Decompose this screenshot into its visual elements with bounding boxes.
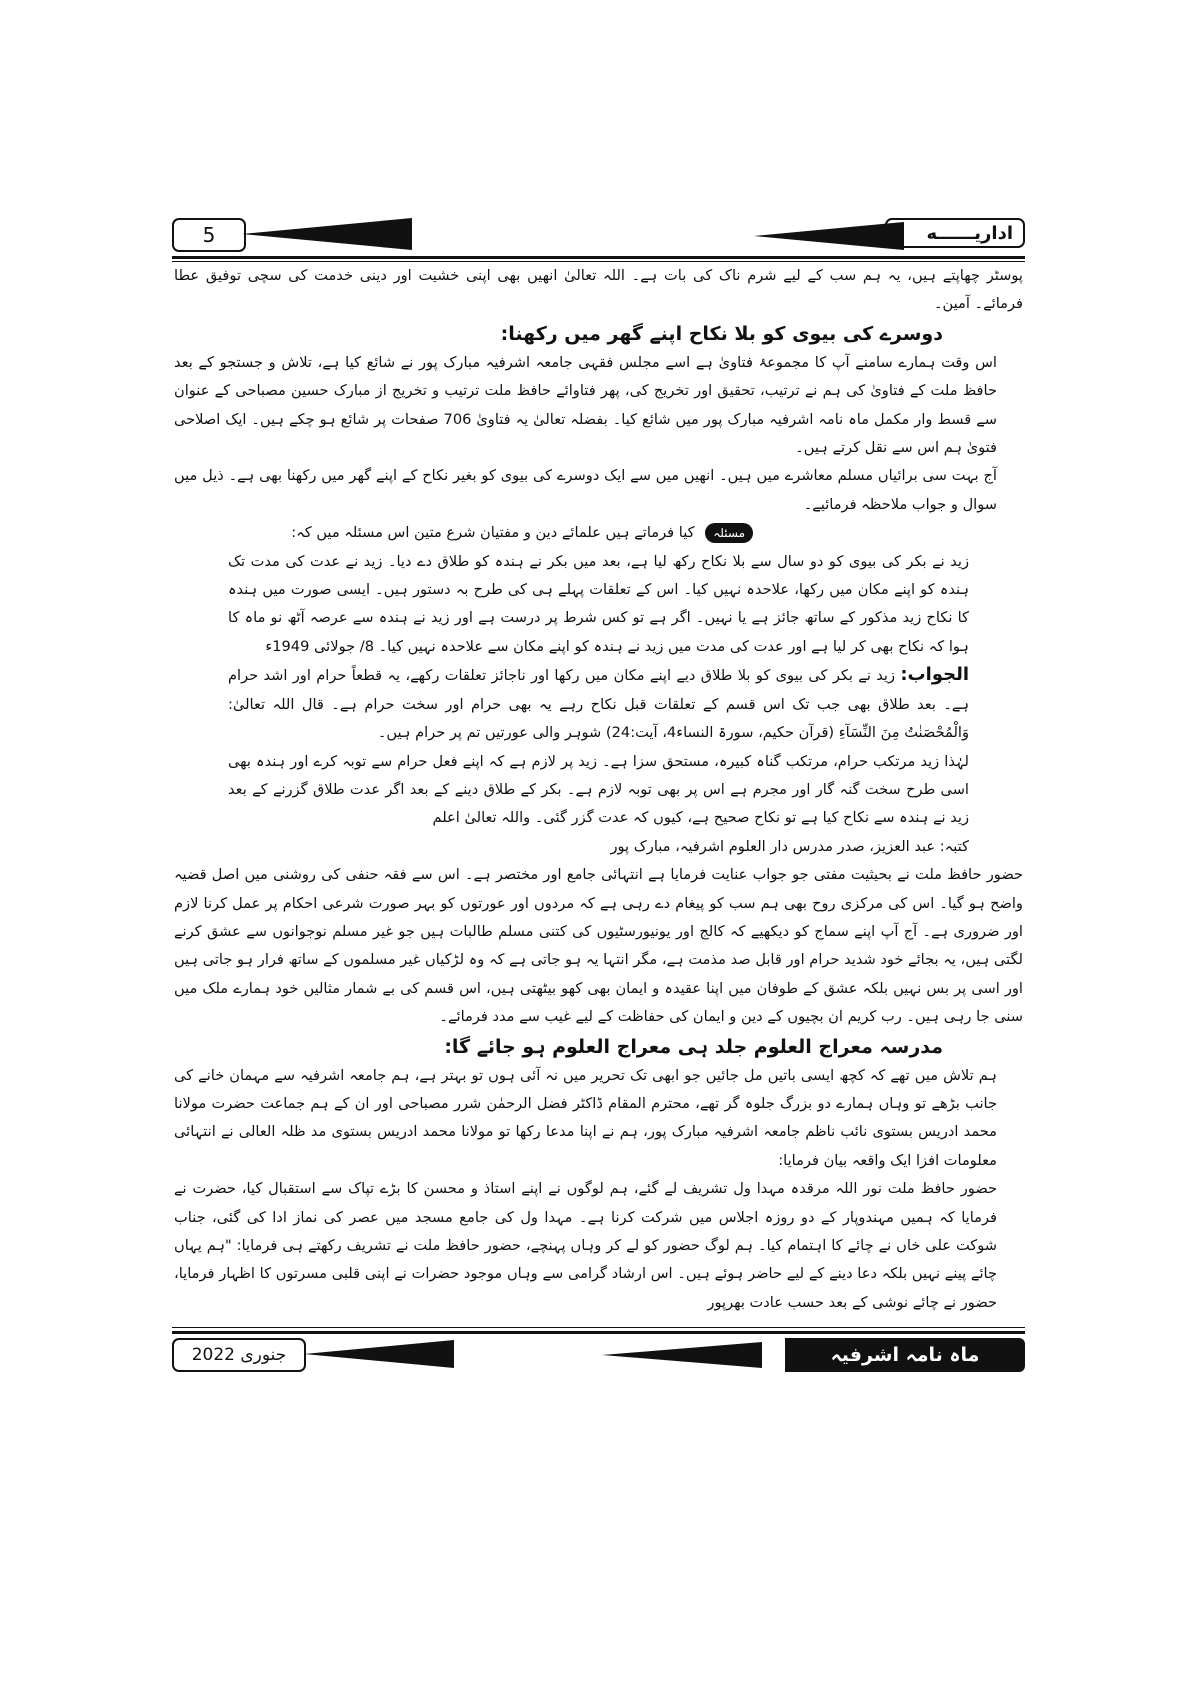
question-badge: مسئلہ — [705, 523, 753, 543]
question-body: زید نے بکر کی بیوی کو دو سال سے بلا نکاح رکھ لیا ہے، بعد میں بکر نے ہندہ کو طلاق دے دیا۔ زید نے عدت کی مدت تک ہندہ کو اپنے مکان میں رکھا، علاحدہ نہیں کیا۔ اس کے تعلقات پہلے ہی کی طرح بہ دستور ہیں۔ ایسی صورت میں ہندہ کا نکاح زید مذکور کے ساتھ جائز ہے یا نہیں۔ اگر ہے تو کس شرط پر درست ہے اور زید نے ہندہ سے عرصہ آٹھ نو ماہ کا ہوا کہ نکاح بھی کر لیا ہے اور عدت کی مدت میں زید نے ہندہ کو اپنے مکان سے علاحدہ نہیں کیا۔ 8/ جولائی 1949ء — [228, 552, 969, 655]
section-heading: دوسرے کی بیوی کو بلا نکاح اپنے گھر میں رکھنا: — [500, 322, 943, 345]
answer-paragraph — [174, 661, 1023, 747]
section-label-box — [885, 218, 1025, 248]
answer-continuation: لہٰذا زید مرتکب حرام، مرتکب گناہ کبیرہ، مستحق سزا ہے۔ زید پر لازم ہے کہ اپنے فعل حرام سے توبہ کرے اور ہندہ بھی اسی طرح سخت گنہ گار اور مجرم ہے اس پر بھی توبہ لازم ہے۔ بکر کے طلاق دینے کے بعد اگر عدت طلاق گزرنے کے بعد زید نے ہندہ سے نکاح کیا ہے تو نکاح صحیح ہے، کیوں کہ عدت گزر گئی۔ واللہ تعالیٰ اعلم — [228, 752, 969, 827]
magazine-brand: ماہ نامہ اشرفیہ — [785, 1338, 1025, 1372]
paragraph: اس وقت ہمارے سامنے آپ کا مجموعۂ فتاویٰ ہے اسے مجلس فقہی جامعہ اشرفیہ مبارک پور نے شائع کیا ہے، تلاش و جستجو کے بعد حافظ ملت کے فتاویٰ کی ہم نے ترتیب، تحقیق اور تخریج کی، پھر فتاوائے حافظ ملت ترتیب و تخریج از مبارک حسین مصباحی کے عنوان سے قسط وار مکمل ماہ نامہ اشرفیہ مبارک پور میں شائع کیا۔ بفضلہ تعالیٰ یہ فتاویٰ 706 صفحات پر شائع ہو چکے ہیں۔ ایک اصلاحی فتویٰ ہم اس سے نقل کرتے ہیں۔ — [174, 353, 997, 457]
section-heading: مدرسہ معراج العلوم جلد ہی معراج العلوم ہو جائے گا: — [444, 1035, 943, 1058]
question-intro-line — [174, 519, 1023, 547]
paragraph: حضور حافظ ملت نے بحیثیت مفتی جو جواب عنایت فرمایا ہے انتہائی جامع اور مختصر ہے۔ اس سے فقہ حنفی کی روشنی میں اصل قضیہ واضح ہو گیا۔ اس کی مرکزی روح بھی ہم سب کو پیغام دے رہی ہے کہ مردوں اور عورتوں کو بہر صورت شرعی احکام پر عمل کرنا لازم اور ضروری ہے۔ آج آپ اپنے سماج کو دیکھیے کہ کالج اور یونیورسٹیوں کی کتنی مسلم طالبات ہیں جو غیر مسلم نوجوانوں سے عشق کرنے لگتی ہیں، یہ بجائے خود شدید حرام اور قابل صد مذمت ہے، مگر انتہا یہ ہو جاتی ہے کہ وہ لڑکیاں غیر مسلموں کے ساتھ فرار ہو جاتی ہیں اور اسی پر بس نہیں بلکہ عشق کے طوفان میں اپنا عقیدہ و ایمان بھی کھو بیٹھتی ہیں، اس قسم کی بے شمار مثالیں خود ہمارے ملک میں سنی جا رہی ہیں۔ رب کریم ان بچیوں کے دین و ایمان کی حفاظت کے لیے غیب سے مدد فرمائے۔ — [174, 866, 1023, 1026]
header-ornament-right — [754, 222, 904, 250]
page-number: 5 — [172, 218, 246, 252]
issue-date: جنوری 2022 — [172, 1338, 306, 1372]
header-ornament-left — [242, 218, 412, 250]
article-body — [174, 262, 1023, 1317]
question-intro: کیا فرماتے ہیں علمائے دین و مفتیان شرع متین اس مسئلہ میں کہ: — [291, 524, 695, 542]
paragraph: ہم تلاش میں تھے کہ کچھ ایسی باتیں مل جائیں جو ابھی تک تحریر میں نہ آئی ہوں تو بہتر ہے، ہم جامعہ اشرفیہ سے مہمان خانے کی جانب بڑھے تو وہاں ہمارے دو بزرگ جلوہ گر تھے، محترم المقام ڈاکٹر فضل الرحمٰن شرر مصباحی اور ان کے ہم جماعت حضرت مولانا محمد ادریس بستوی نائب ناظم جامعہ اشرفیہ مبارک پور، ہم نے اپنا مدعا رکھا تو مولانا محمد ادریس بستوی مد ظلہ العالی نے انتہائی معلومات افزا ایک واقعہ بیان فرمایا: — [174, 1066, 997, 1169]
header-rule — [172, 256, 1025, 259]
section-label: اداریــــــه — [926, 222, 1013, 244]
page-header — [172, 218, 1025, 254]
signature: کتبہ: عبد العزیز، صدر مدرس دار العلوم اشرفیہ، مبارک پور — [610, 837, 969, 855]
page-footer — [172, 1338, 1025, 1372]
paragraph: حضور حافظ ملت نور اللہ مرقدہ مہدا ول تشریف لے گئے، ہم لوگوں نے اپنے استاذ و محسن کا بڑے تپاک سے استقبال کیا، حضرت نے فرمایا کہ ہمیں مہندوپار کے دو روزہ اجلاس میں شرکت کرنا ہے۔ مہدا ول کی جامع مسجد میں عصر کی نماز ادا کی گئی، جناب شوکت علی خاں نے چائے کا اہتمام کیا۔ ہم لوگ حضور کو لے کر وہاں پہنچے، حضور حافظ ملت نے تشریف رکھتے ہی فرمایا: "ہم یہاں چائے پینے نہیں بلکہ دعا دینے کے لیے حاضر ہوئے ہیں۔ اس ارشاد گرامی سے وہاں موجود حضرات نے اپنی قلبی مسرتوں کا اظہار فرمایا، حضور نے چائے نوشی کے بعد حسب عادت بھرپور — [174, 1180, 997, 1311]
footer-ornament-right — [602, 1342, 762, 1368]
paragraph: آج بہت سی برائیاں مسلم معاشرے میں ہیں۔ انھیں میں سے ایک دوسرے کی بیوی کو بغیر نکاح کے اپنے گھر میں رکھنا بھی ہے۔ ذیل میں سوال و جواب ملاحظہ فرمائیے۔ — [174, 467, 997, 513]
answer-lead: الجواب: — [900, 664, 970, 686]
answer-text: زید نے بکر کی بیوی کو بلا طلاق دیے اپنے مکان میں رکھا اور ناجائز تعلقات رکھے، یہ قطعاً حرام اور اشد حرام ہے۔ بعد طلاق بھی جب تک اس قسم کے تعلقات قبل نکاح رہے یہ بھی حرام اور سخت حرام ہے۔ قال اللہ تعالیٰ: وَالْمُحْصَنٰتُ مِنَ النِّسَآءِ (قرآن حکیم، سورۃ النساء4، آیت:24) شوہر والی عورتیں تم پر حرام ہیں۔ — [228, 667, 969, 742]
footer-ornament-left — [304, 1340, 454, 1368]
footer-rule-thin — [172, 1327, 1025, 1328]
footer-rule — [172, 1331, 1025, 1334]
paragraph: پوسٹر چھاپتے ہیں، یہ ہم سب کے لیے شرم ناک کی بات ہے۔ اللہ تعالیٰ انھیں بھی اپنی خشیت اور دینی خدمت کی سچی توفیق عطا فرمائے۔ آمین۔ — [174, 267, 1023, 313]
